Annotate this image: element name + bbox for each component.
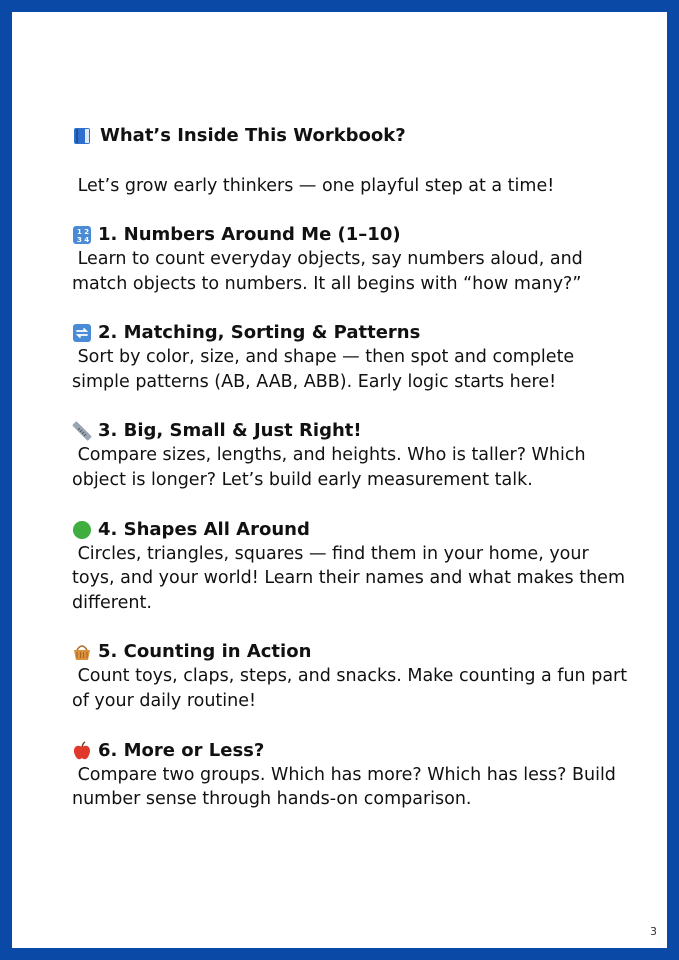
- section-description: [72, 247, 632, 296]
- section-description-text: Compare two groups. Which has more? Which has less? Build number sense through hands-on comparison.: [72, 764, 616, 810]
- section-description-text: Learn to count everyday objects, say numbers aloud, and match objects to numbers. It all begins with “how many?”: [72, 249, 583, 294]
- section-sizes: [72, 419, 632, 492]
- section-numbers: [72, 223, 632, 296]
- svg-text:1 2: 1 2: [77, 228, 90, 236]
- section-description-text: Compare sizes, lengths, and heights. Who is taller? Which object is longer? Let’s build early measurement talk.: [72, 445, 586, 490]
- section-description: [72, 443, 632, 492]
- section-title: [72, 640, 632, 664]
- apple-icon: [72, 741, 92, 761]
- section-title-text: 1. Numbers Around Me (1–10): [98, 224, 401, 245]
- section-counting: [72, 640, 632, 713]
- blue-book-icon: [72, 126, 92, 146]
- green-circle-icon: [72, 520, 92, 540]
- section-title: [72, 223, 632, 247]
- section-title: [72, 739, 632, 763]
- tagline-text: Let’s grow early thinkers — one playful step at a time!: [77, 176, 555, 196]
- section-shapes: [72, 518, 632, 616]
- workbook-page: [12, 12, 667, 948]
- tagline: [72, 174, 632, 198]
- page-title: [72, 124, 632, 148]
- page-title-text: What’s Inside This Workbook?: [100, 125, 406, 146]
- section-title: [72, 419, 632, 443]
- section-title: [72, 321, 632, 345]
- section-title-text: 6. More or Less?: [98, 739, 265, 761]
- section-title-text: 4. Shapes All Around: [98, 518, 310, 540]
- ruler-icon: [72, 421, 92, 441]
- section-title-text: 3. Big, Small & Just Right!: [98, 420, 362, 442]
- section-description: [72, 542, 632, 616]
- section-description: [72, 345, 632, 394]
- section-description: [72, 763, 632, 812]
- arrows-cycle-icon: [72, 323, 92, 343]
- svg-text:3 4: 3 4: [77, 236, 90, 244]
- section-matching: [72, 321, 632, 394]
- section-description-text: Sort by color, size, and shape — then spot and complete simple patterns (AB, AAB, ABB). Early logic starts here!: [72, 347, 575, 392]
- basket-icon: [72, 642, 92, 662]
- section-description-text: Circles, triangles, squares — find them in your home, your toys, and your world! Learn their names and what makes them different.: [72, 543, 625, 613]
- section-description-text: Count toys, claps, steps, and snacks. Make counting a fun part of your daily routine!: [72, 666, 628, 711]
- section-title-text: 5. Counting in Action: [98, 641, 312, 663]
- section-title: [72, 518, 632, 542]
- section-more-or-less: [72, 739, 632, 812]
- numbers-icon: [72, 225, 92, 245]
- section-description: [72, 664, 632, 713]
- page-number: 3: [650, 925, 657, 938]
- section-title-text: 2. Matching, Sorting & Patterns: [98, 322, 421, 344]
- page-content: [72, 124, 632, 812]
